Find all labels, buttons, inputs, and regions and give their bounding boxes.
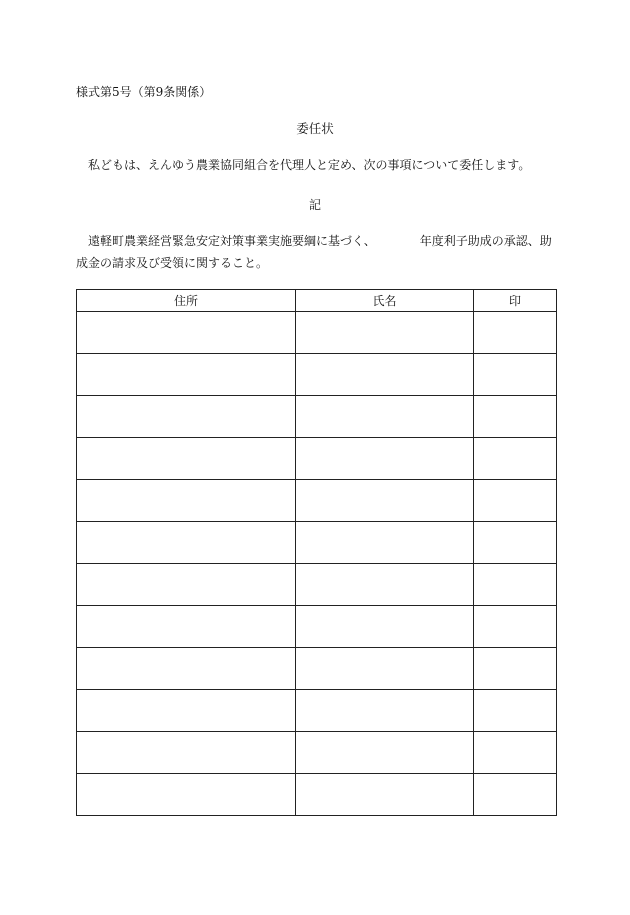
matter-line-1-part-2: 年度利子助成の承認、助 [419, 234, 552, 248]
table-row [77, 312, 557, 354]
name-cell[interactable] [296, 354, 474, 396]
seal-cell[interactable] [474, 354, 557, 396]
seal-column-header: 印 [474, 290, 557, 312]
seal-cell[interactable] [474, 648, 557, 690]
seal-cell[interactable] [474, 732, 557, 774]
name-cell[interactable] [296, 522, 474, 564]
ki-heading: 記 [308, 198, 321, 212]
table-row [77, 606, 557, 648]
address-cell[interactable] [77, 522, 296, 564]
name-cell[interactable] [296, 732, 474, 774]
address-cell[interactable] [77, 606, 296, 648]
name-cell[interactable] [296, 648, 474, 690]
document-title: 委任状 [296, 121, 334, 136]
seal-cell[interactable] [474, 396, 557, 438]
seal-cell[interactable] [474, 606, 557, 648]
matter-line-2: 成金の請求及び受領に関すること。 [76, 256, 269, 270]
matter-line-1-part-1: 遠軽町農業経営緊急安定対策事業実施要綱に基づく、 [88, 234, 376, 248]
table-row [77, 648, 557, 690]
address-cell[interactable] [77, 354, 296, 396]
seal-cell[interactable] [474, 438, 557, 480]
name-cell[interactable] [296, 396, 474, 438]
table-row [77, 564, 557, 606]
seal-cell[interactable] [474, 312, 557, 354]
seal-cell[interactable] [474, 480, 557, 522]
table-row [77, 774, 557, 816]
name-cell[interactable] [296, 438, 474, 480]
address-cell[interactable] [77, 564, 296, 606]
address-cell[interactable] [77, 438, 296, 480]
name-cell[interactable] [296, 480, 474, 522]
table-row [77, 690, 557, 732]
matter-line-1 [88, 233, 552, 249]
name-cell[interactable] [296, 312, 474, 354]
seal-cell[interactable] [474, 564, 557, 606]
address-cell[interactable] [77, 480, 296, 522]
seal-cell[interactable] [474, 774, 557, 816]
name-cell[interactable] [296, 774, 474, 816]
name-cell[interactable] [296, 690, 474, 732]
table-row [77, 732, 557, 774]
table-header-row [77, 290, 557, 312]
signatory-rows [77, 312, 557, 816]
address-cell[interactable] [77, 396, 296, 438]
table-row [77, 396, 557, 438]
seal-cell[interactable] [474, 690, 557, 732]
address-cell[interactable] [77, 774, 296, 816]
address-column-header: 住所 [77, 290, 296, 312]
name-cell[interactable] [296, 606, 474, 648]
table-row [77, 438, 557, 480]
table-row [77, 522, 557, 564]
address-cell[interactable] [77, 690, 296, 732]
form-number: 様式第5号（第9条関係） [76, 85, 212, 99]
seal-cell[interactable] [474, 522, 557, 564]
address-cell[interactable] [77, 732, 296, 774]
name-cell[interactable] [296, 564, 474, 606]
table-row [77, 480, 557, 522]
name-column-header: 氏名 [296, 290, 474, 312]
signatory-table [76, 289, 557, 816]
declaration-text: 私どもは、えんゆう農業協同組合を代理人と定め、次の事項について委任します。 [88, 158, 531, 172]
address-cell[interactable] [77, 312, 296, 354]
address-cell[interactable] [77, 648, 296, 690]
table-row [77, 354, 557, 396]
